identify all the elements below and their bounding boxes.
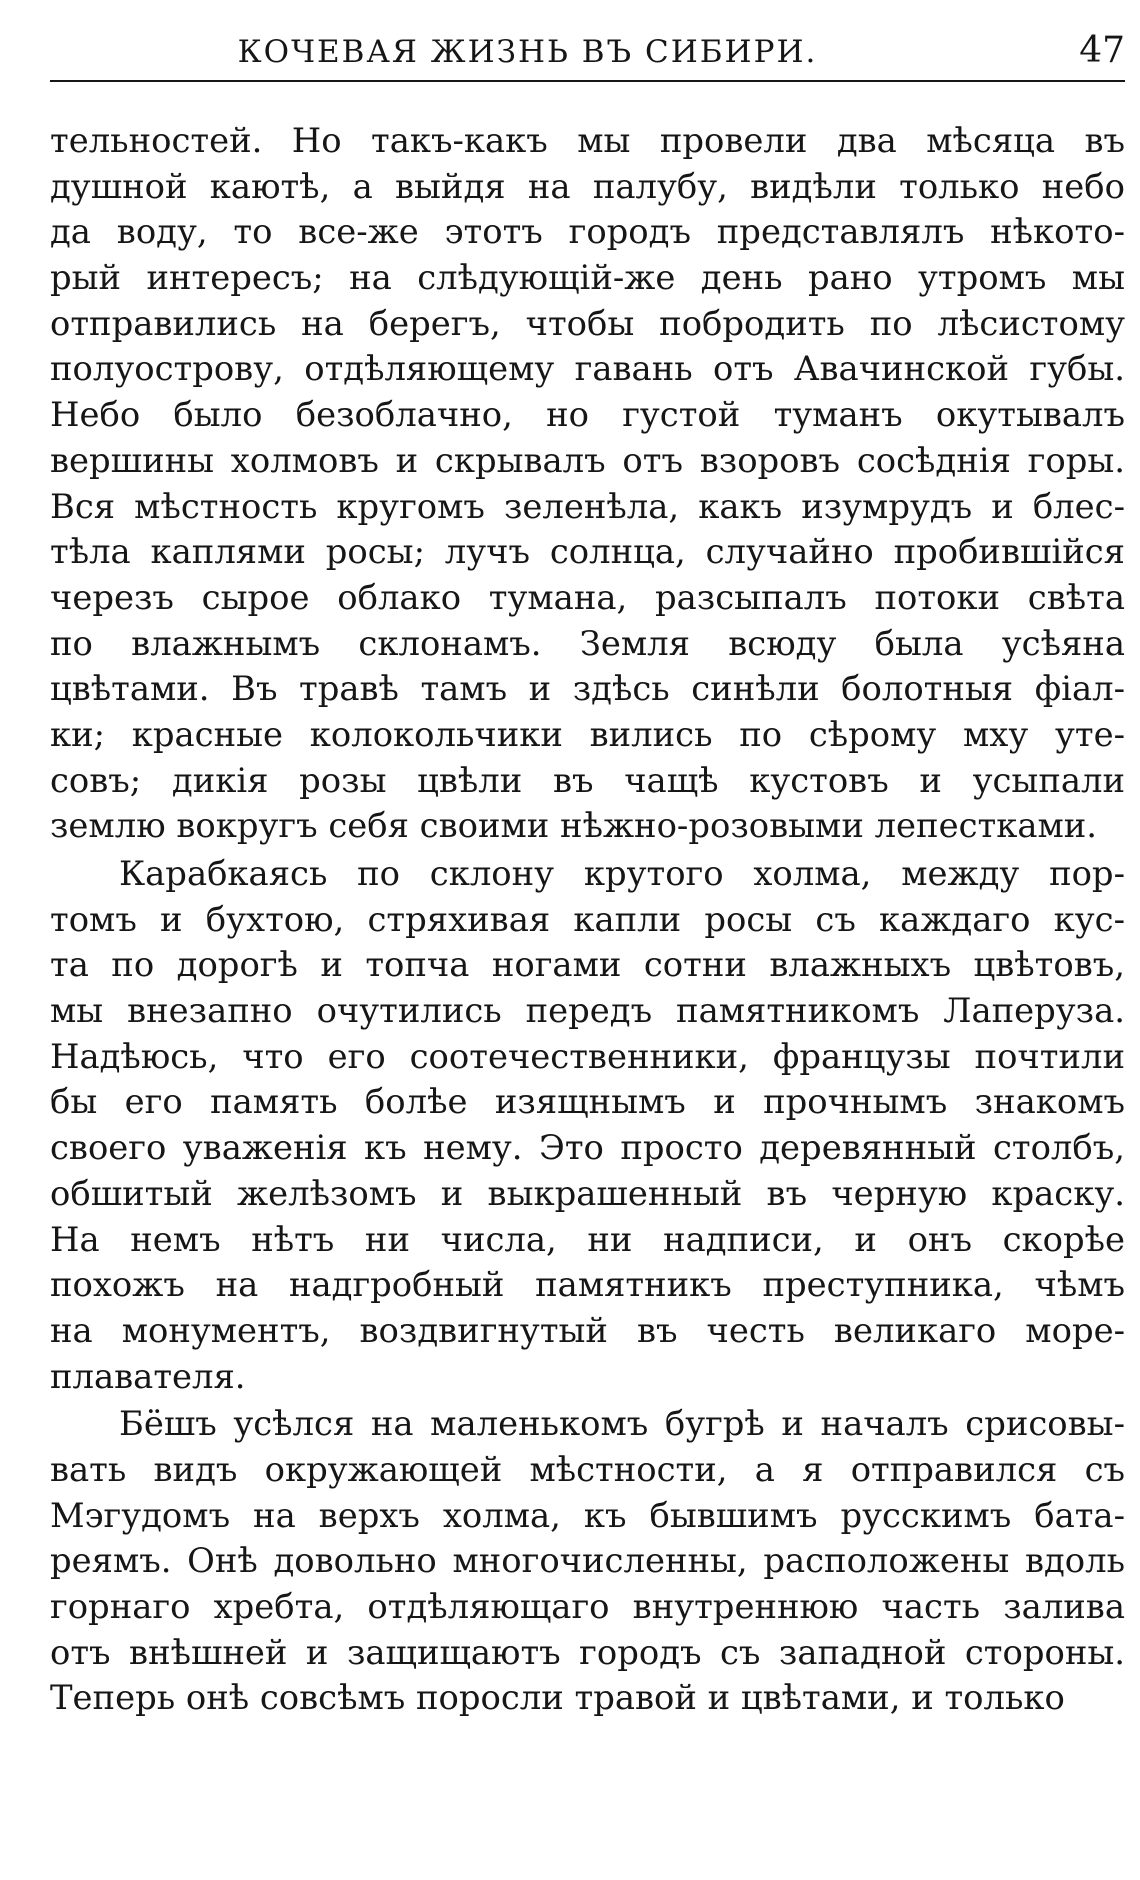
text-line: та по дорогѣ и топча ногами сотни влажныхъ цвѣтовъ,	[50, 945, 1125, 985]
text-line: Небо было безоблачно, но густой туманъ окутывалъ	[50, 395, 1125, 435]
text-line: На немъ нѣтъ ни числа, ни надписи, и онъ скорѣе	[50, 1219, 1125, 1259]
text-line: ки; красные колокольчики вились по сѣрому мху утe-	[50, 714, 1125, 754]
paragraph	[50, 851, 1125, 1399]
text-line: землю вокругъ себя своими нѣжно-розовыми лепестками.	[50, 806, 1098, 846]
text-line: бы его память болѣе изящнымъ и прочнымъ знакомъ	[50, 1082, 1125, 1122]
text-line: Надѣюсь, что его соотечественники, французы почтили	[50, 1036, 1125, 1076]
text-line: цвѣтами. Въ травѣ тамъ и здѣсь синѣли болотныя фіал-	[50, 669, 1125, 709]
text-line: Вся мѣстность кругомъ зеленѣла, какъ изумрудъ и блес-	[50, 486, 1125, 526]
text-line: отправились на берегъ, чтобы побродить по лѣсистому	[50, 303, 1125, 343]
text-line: тѣла каплями росы; лучъ солнца, случайно пробившійся	[50, 532, 1125, 572]
text-line: горнаго хребта, отдѣляющаго внутреннюю часть залива	[50, 1587, 1125, 1626]
text-line: рый интересъ; на слѣдующій-же день рано утромъ мы	[50, 258, 1125, 298]
text-line: вать видъ окружающей мѣстности, а я отправился съ	[50, 1449, 1125, 1489]
text-line: Бёшъ усѣлся на маленькомъ бугрѣ и началъ срисовы-	[119, 1404, 1125, 1444]
book-page	[50, 28, 1125, 1721]
text-line: своего уваженія къ нему. Это просто деревянный столбъ,	[50, 1128, 1125, 1168]
text-line: Теперь онѣ совсѣмъ поросли травой и цвѣтами, и только	[50, 1678, 1065, 1718]
text-line: тельностей. Но такъ-какъ мы провели два мѣсяца въ	[50, 121, 1125, 160]
text-line: Карабкаясь по склону крутого холма, между пор-	[119, 854, 1125, 893]
paragraph	[50, 1401, 1125, 1721]
body-text	[50, 118, 1125, 1721]
text-line: отъ внѣшней и защищаютъ городъ съ западной стороны.	[50, 1632, 1125, 1672]
text-line: душной каютѣ, а выйдя на палубу, видѣли только небо	[50, 166, 1125, 206]
text-line: да воду, то все-же этотъ городъ представлялъ нѣкото-	[50, 212, 1125, 252]
text-line: по влажнымъ склонамъ. Земля всюду была усѣяна	[50, 623, 1125, 663]
text-line: полуострову, отдѣляющему гавань отъ Авачинской губы.	[50, 349, 1125, 389]
text-line: черезъ сырое облако тумана, разсыпалъ потоки свѣта	[50, 577, 1125, 617]
text-line: томъ и бухтою, стряхивая капли росы съ каждаго кус-	[50, 899, 1125, 939]
text-line: похожъ на надгробный памятникъ преступника, чѣмъ	[50, 1265, 1125, 1305]
text-line: на монументъ, воздвигнутый въ честь великаго море-	[50, 1310, 1125, 1350]
text-line: Мэгудомъ на верхъ холма, къ бывшимъ русскимъ бата-	[50, 1495, 1125, 1535]
text-line: мы внезапно очутились передъ памятникомъ Лаперуза.	[50, 991, 1125, 1031]
header-rule	[50, 80, 1125, 82]
page-number: 47	[1079, 30, 1125, 71]
text-line: вершины холмовъ и скрывалъ отъ взоровъ сосѣднія горы.	[50, 440, 1125, 480]
text-line: обшитый желѣзомъ и выкрашенный въ черную краску.	[50, 1173, 1125, 1213]
text-line: плавателя.	[50, 1356, 246, 1396]
text-line: реямъ. Онѣ довольно многочисленны, расположены вдоль	[50, 1541, 1125, 1581]
paragraph	[50, 118, 1125, 849]
running-head	[50, 28, 1125, 82]
running-title: КОЧЕВАЯ ЖИЗНЬ ВЪ СИБИРИ.	[237, 34, 818, 70]
text-line: совъ; дикія розы цвѣли въ чащѣ кустовъ и усыпали	[50, 760, 1125, 800]
